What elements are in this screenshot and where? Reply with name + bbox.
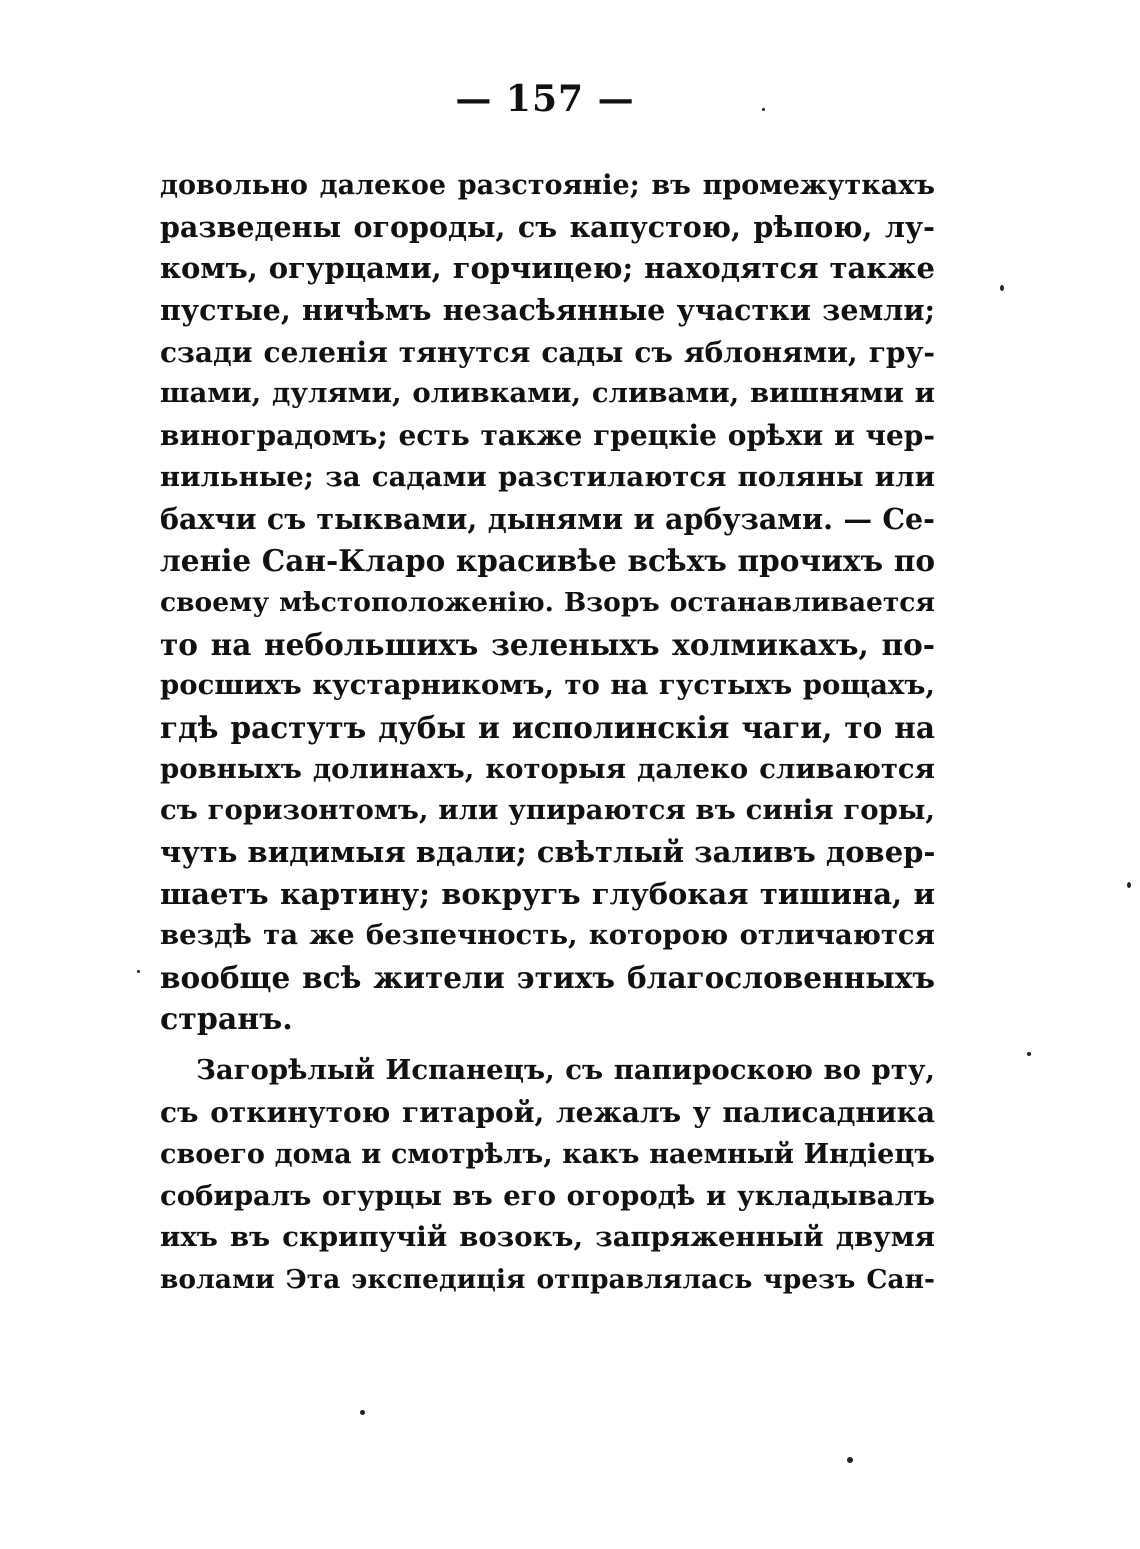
page-number: — 157 —	[455, 78, 635, 120]
body-text	[160, 165, 935, 1301]
text-line: росшихъ кустарникомъ, то на густыхъ рощахъ,	[160, 669, 935, 702]
text-line: бахчи съ тыквами, дынями и арбузами. — Се-	[160, 501, 935, 536]
text-line: сзади селенія тянутся сады съ яблонями, гру-	[160, 335, 935, 369]
scan-speck	[1000, 285, 1004, 291]
scan-speck	[1027, 1052, 1031, 1056]
text-line: разведены огороды, съ капустою, рѣпою, лу-	[160, 209, 935, 244]
text-line: волами Эта экспедиція отправлялась чрезъ Сан-	[160, 1263, 935, 1295]
text-line: пустые, ничѣмъ незасѣянные участки земли;	[160, 293, 935, 328]
text-line: шами, дулями, оливками, сливами, вишнями и	[160, 377, 935, 410]
text-line: ровныхъ долинахъ, которыя далеко сливаются	[160, 752, 935, 785]
text-line: съ горизонтомъ, или упираются въ синія горы,	[160, 794, 935, 827]
text-line: странъ.	[160, 1001, 293, 1037]
text-line: Загорѣлый Испанецъ, съ папироскою во рту,	[196, 1054, 935, 1087]
text-line: ихъ въ скрипучій возокъ, запряженный двумя	[160, 1221, 935, 1254]
paragraph-gap	[160, 1040, 935, 1050]
text-line: шаетъ картину; вокругъ глубокая тишина, и	[160, 876, 935, 911]
text-line: съ откинутою гитарой, лежалъ у палисадника	[160, 1096, 935, 1130]
scan-speck	[762, 108, 765, 111]
text-line: гдѣ растутъ дубы и исполинскія чаги, то на	[160, 709, 935, 745]
text-line: довольно далекое разстояніе; въ промежуткахъ	[160, 170, 935, 201]
paragraph-2	[160, 1050, 935, 1300]
text-line: своему мѣстоположенію. Взоръ останавливается	[160, 586, 935, 618]
text-line: вообще всѣ жители этихъ благословенныхъ	[160, 960, 935, 996]
text-line: вездѣ та же безпечность, которою отличаются	[160, 919, 935, 952]
text-line: комъ, огурцами, горчицею; находятся также	[160, 251, 935, 286]
scan-speck	[1127, 882, 1131, 888]
paragraph-1	[160, 165, 935, 1040]
text-line: то на небольшихъ зеленыхъ холмикахъ, по-	[160, 626, 935, 662]
text-line: нильные; за садами разстилаются поляны или	[160, 460, 935, 493]
text-line: собиралъ огурцы въ его огородѣ и укладывалъ	[160, 1179, 935, 1212]
scan-speck	[137, 970, 140, 973]
text-line: виноградомъ; есть также грецкіе орѣхи и чер-	[160, 419, 935, 453]
text-line: леніе Сан-Кларо красивѣе всѣхъ прочихъ по	[160, 543, 935, 579]
scan-speck	[360, 1410, 365, 1415]
text-line: чуть видимыя вдали; свѣтлый заливъ довер-	[160, 835, 935, 869]
scan-speck	[847, 1457, 853, 1463]
text-line: своего дома и смотрѣлъ, какъ наемный Индіецъ	[160, 1138, 935, 1170]
